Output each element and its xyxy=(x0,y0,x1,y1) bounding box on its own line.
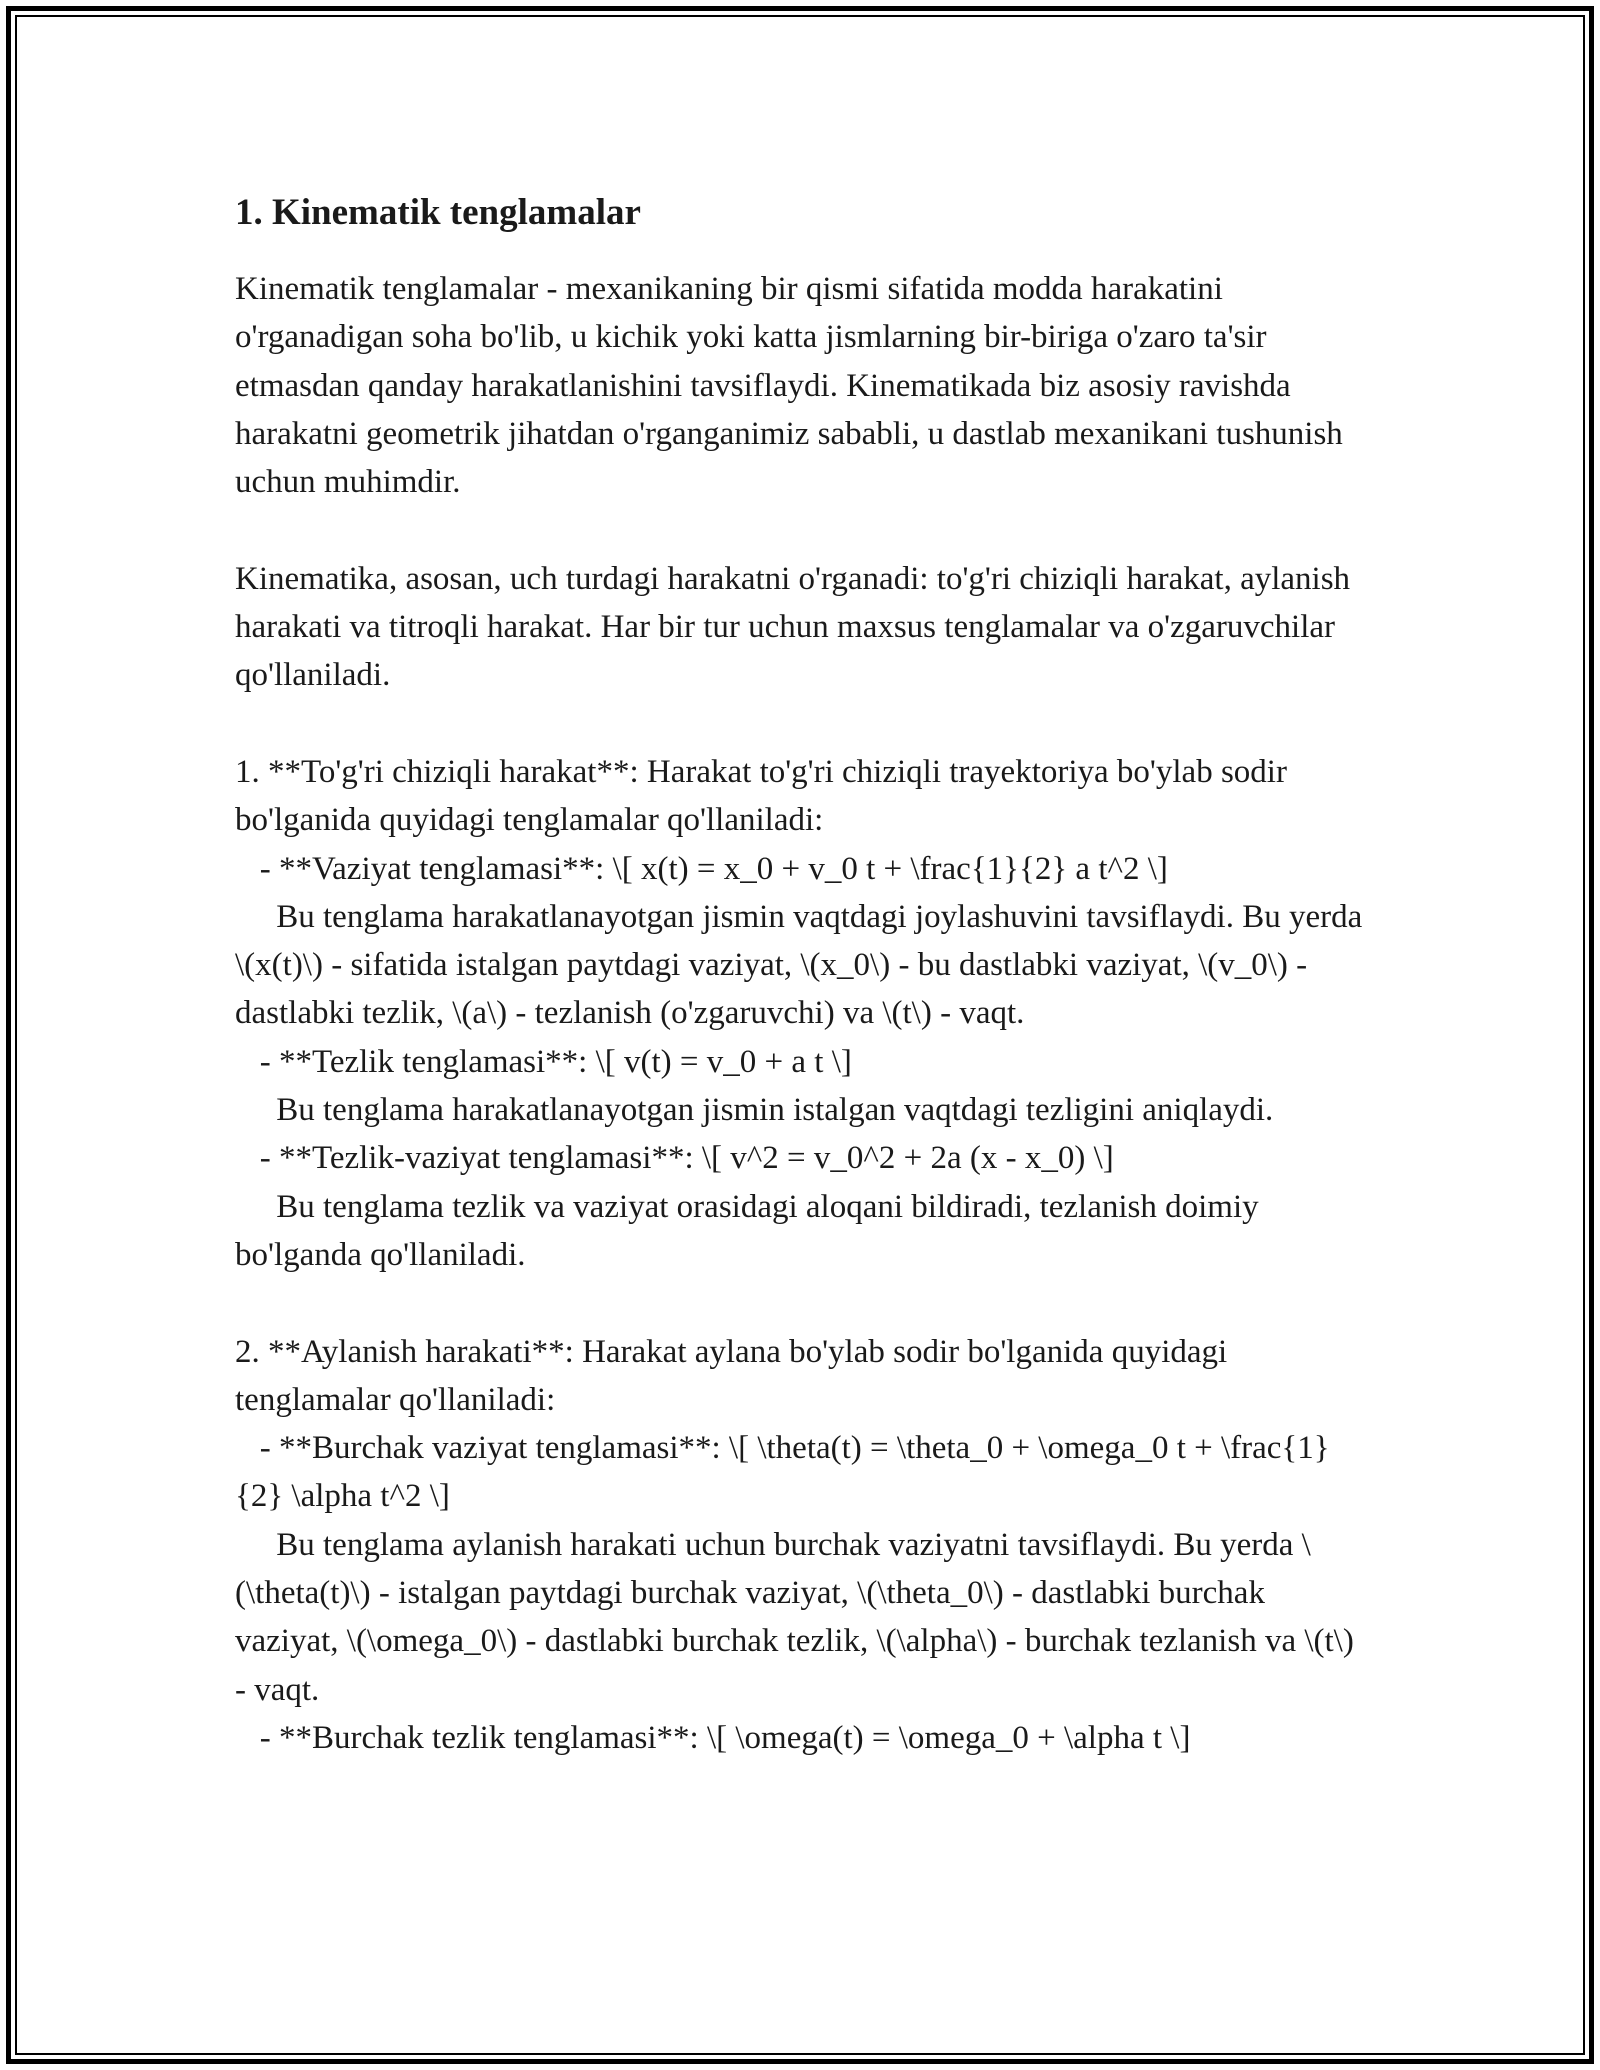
section-heading: 1. Kinematik tenglamalar xyxy=(235,192,641,233)
section-body-text: Kinematik tenglamalar - mexanikaning bir qismi sifatida modda harakatini o'rganadigan soha bo'lib, u kichik yoki katta jismlarning bir-biriga o'zaro ta'sir etmasdan qanday harakatlanishini tavsiflaydi. Kinematikada biz asosiy ravishda harakatni geometrik jihatdan o'rganganimiz sababli, u dastlab mexanikani tushunish uchun muhimdir. Kinematika, asosan, uch turdagi harakatni o'rganadi: to'g'ri chiziqli harakat, aylanish harakati va titroqli harakat. Har bir tur uchun maxsus tenglamalar va o'zgaruvchilar qo'llaniladi. 1. **To'g'ri chiziqli harakat**: Harakat to'g'ri chiziqli trayektoriya bo'ylab sodir bo'lganida quyidagi tenglamalar qo'llaniladi: - **Vaziyat tenglamasi**: \[ x(t) = x_0 + v_0 t + \frac{1}{2} a t^2 \] Bu tenglama harakatlanayotgan jismin vaqtdagi joylashuvini tavsiflaydi. Bu yerda \(x(t)\) - sifatida istalgan paytdagi vaziyat, \(x_0\) - bu dastlabki vaziyat, \(v_0\) - dastlabki tezlik, \(a\) - tezlanish (o'zgaruvchi) va \(t\) - vaqt. - **Tezlik tenglamasi**: \[ v(t) = v_0 + a t \] Bu tenglama harakatlanayotgan jismin istalgan vaqtdagi tezligini aniqlaydi. - **Tezlik-vaziyat tenglamasi**: \[ v^2 = v_0^2 + 2a (x - x_0) \] Bu tenglama tezlik va vaziyat orasidagi aloqani bildiradi, tezlanish doimiy bo'lganda qo'llaniladi. 2. **Aylanish harakati**: Harakat aylana bo'ylab sodir bo'lganida quyidagi tenglamalar qo'llaniladi: - **Burchak vaziyat tenglamasi**: \[ \theta(t) = \theta_0 + \omega_0 t + \frac{1}{2} \alpha t^2 \] Bu tenglama aylanish harakati uchun burchak vaziyatni tavsiflaydi. Bu yerda \(\theta(t)\) - istalgan paytdagi burchak vaziyat, \(\theta_0\) - dastlabki burchak vaziyat, \(\omega_0\) - dastlabki burchak tezlik, \(\alpha\) - burchak tezlanish va \(t\) - vaqt. - **Burchak tezlik tenglamasi**: \[ \omega(t) = \omega_0 + \alpha t \] xyxy=(235,271,1363,1756)
document-content xyxy=(235,185,1370,1762)
